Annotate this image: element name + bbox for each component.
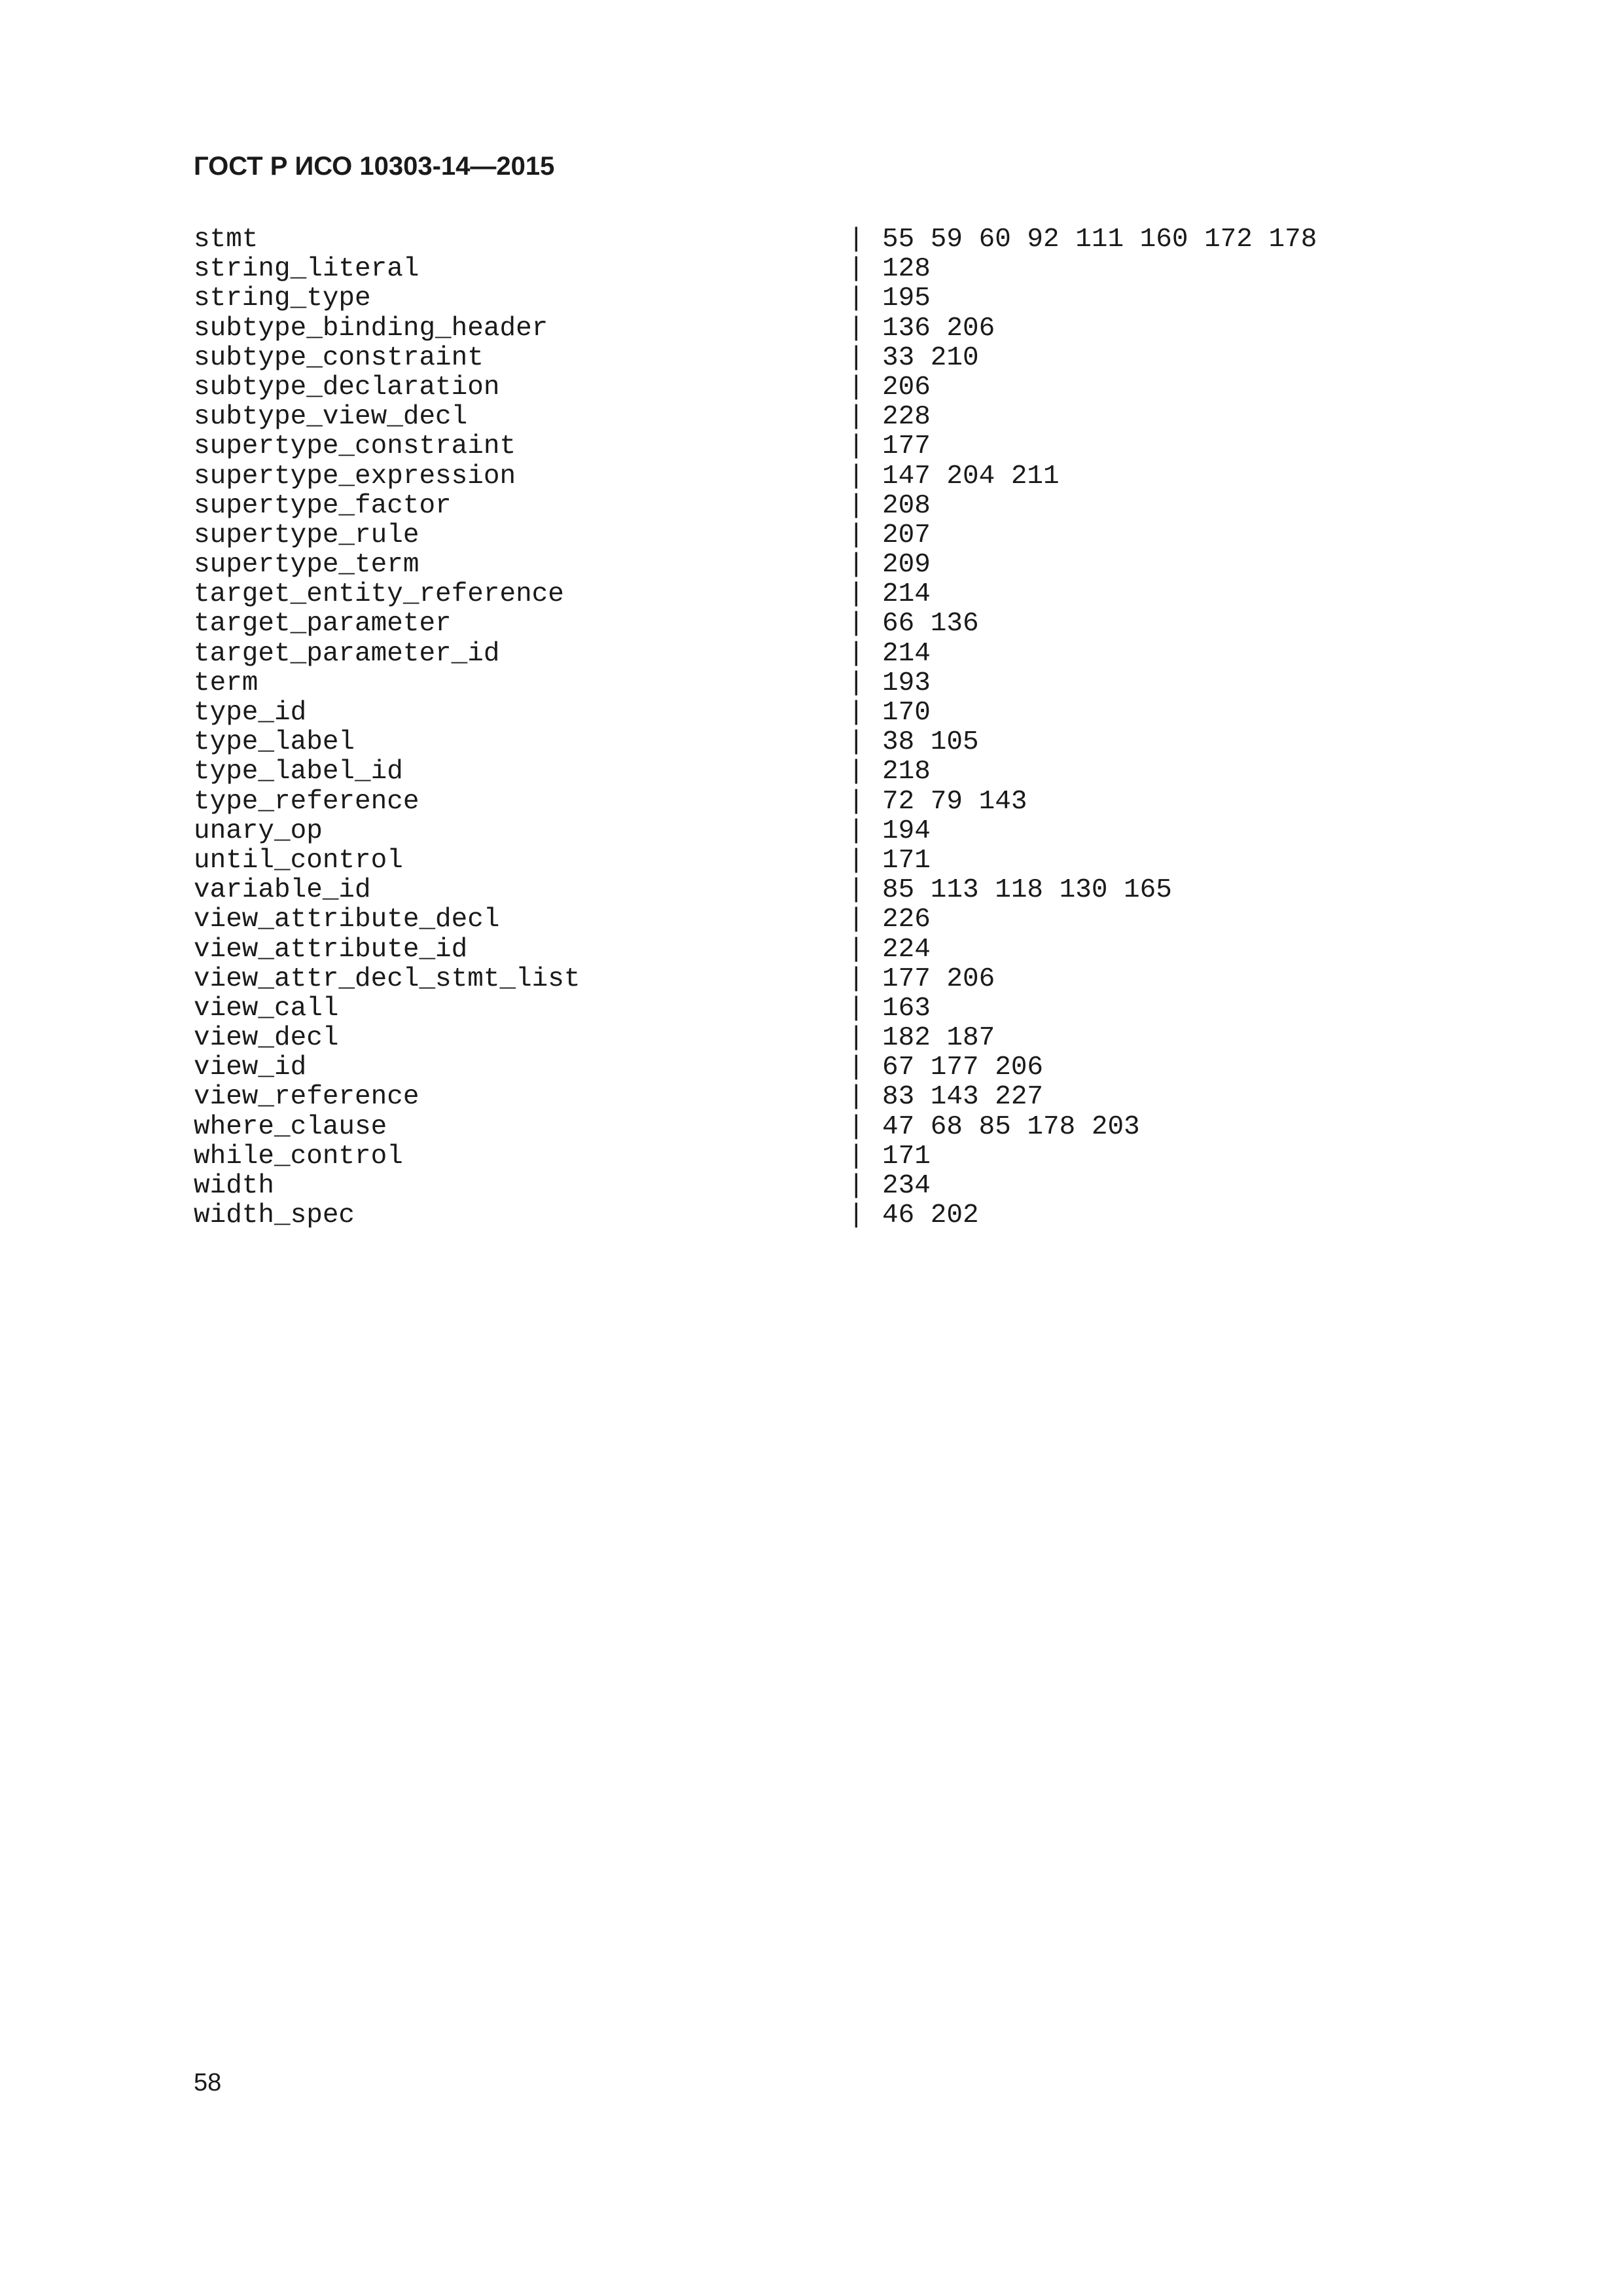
index-separator: |	[848, 1052, 865, 1083]
index-page-refs: 214	[882, 579, 931, 610]
index-entry	[194, 935, 1437, 965]
index-page-refs: 147 204 211	[882, 461, 1060, 492]
index-separator: |	[848, 1141, 865, 1172]
index-page-refs: 136 206	[882, 313, 995, 344]
index-page-refs: 171	[882, 1141, 931, 1172]
index-entry	[194, 728, 1437, 757]
index-term: target_entity_reference	[194, 579, 564, 610]
index-entry	[194, 1024, 1437, 1053]
index-entry	[194, 965, 1437, 994]
index-page-refs: 128	[882, 254, 931, 285]
index-separator: |	[848, 1171, 865, 1201]
index-entry	[194, 609, 1437, 639]
index-entry	[194, 432, 1437, 461]
index-separator: |	[848, 638, 865, 669]
index-entry	[194, 817, 1437, 846]
index-term: term	[194, 668, 259, 698]
index-separator: |	[848, 224, 865, 255]
index-term: supertype_expression	[194, 461, 516, 492]
index-entry	[194, 344, 1437, 373]
index-page-refs: 55 59 60 92 111 160 172 178	[882, 224, 1317, 255]
index-separator: |	[848, 550, 865, 581]
index-separator: |	[848, 342, 865, 373]
index-page-refs: 193	[882, 668, 931, 698]
index-entry	[194, 905, 1437, 935]
index-term: view_attribute_decl	[194, 905, 500, 935]
index-page-refs: 214	[882, 638, 931, 669]
index-term: subtype_constraint	[194, 342, 484, 373]
index-term: unary_op	[194, 816, 323, 846]
index-page-refs: 85 113 118 130 165	[882, 875, 1172, 906]
index-entry	[194, 1113, 1437, 1142]
index-entry	[194, 698, 1437, 728]
index-page-refs: 207	[882, 520, 931, 550]
index-page-refs: 234	[882, 1171, 931, 1201]
index-term: while_control	[194, 1141, 403, 1172]
index-term: supertype_constraint	[194, 431, 516, 462]
index-separator: |	[848, 402, 865, 433]
index-page-refs: 226	[882, 905, 931, 935]
index-page-refs: 47 68 85 178 203	[882, 1111, 1140, 1142]
index-separator: |	[848, 668, 865, 698]
index-term: type_label	[194, 727, 355, 758]
index-term: view_decl	[194, 1023, 339, 1054]
index-entry	[194, 994, 1437, 1024]
index-page-refs: 182 187	[882, 1023, 995, 1054]
index-separator: |	[848, 845, 865, 876]
index-term: type_label_id	[194, 757, 403, 787]
index-term: view_reference	[194, 1082, 419, 1113]
index-separator: |	[848, 520, 865, 550]
index-page-refs: 163	[882, 993, 931, 1024]
index-term: target_parameter_id	[194, 638, 500, 669]
index-term: subtype_binding_header	[194, 313, 548, 344]
index-separator: |	[848, 579, 865, 610]
index-separator: |	[848, 905, 865, 935]
index-page-refs: 171	[882, 845, 931, 876]
index-separator: |	[848, 461, 865, 492]
index-entry	[194, 1172, 1437, 1201]
index-term: view_attr_decl_stmt_list	[194, 963, 580, 994]
index-term: width	[194, 1171, 275, 1201]
index-separator: |	[848, 727, 865, 758]
index-separator: |	[848, 283, 865, 314]
index-separator: |	[848, 993, 865, 1024]
index-separator: |	[848, 1111, 865, 1142]
index-term: stmt	[194, 224, 259, 255]
index-term: supertype_factor	[194, 490, 452, 521]
index-term: until_control	[194, 845, 403, 876]
index-entry	[194, 314, 1437, 344]
index-entry	[194, 373, 1437, 403]
index-separator: |	[848, 1082, 865, 1113]
index-separator: |	[848, 786, 865, 817]
index-separator: |	[848, 490, 865, 521]
index-entry	[194, 403, 1437, 432]
index-entry	[194, 669, 1437, 698]
index-term: subtype_view_decl	[194, 402, 468, 433]
index-separator: |	[848, 1023, 865, 1054]
index-entry	[194, 492, 1437, 521]
index-entry	[194, 757, 1437, 787]
index-page-refs: 195	[882, 283, 931, 314]
index-term: supertype_term	[194, 550, 419, 581]
index-entry	[194, 580, 1437, 609]
index-page-refs: 72 79 143	[882, 786, 1027, 817]
index-page-refs: 33 210	[882, 342, 979, 373]
index-separator: |	[848, 609, 865, 639]
index-list	[194, 225, 1437, 1230]
index-term: subtype_declaration	[194, 372, 500, 403]
index-term: view_attribute_id	[194, 934, 468, 965]
index-entry	[194, 1083, 1437, 1112]
index-separator: |	[848, 816, 865, 846]
index-entry	[194, 1142, 1437, 1172]
index-entry	[194, 284, 1437, 314]
index-term: target_parameter	[194, 609, 452, 639]
index-entry	[194, 255, 1437, 284]
index-page-refs: 38 105	[882, 727, 979, 758]
index-separator: |	[848, 757, 865, 787]
index-term: string_literal	[194, 254, 419, 285]
index-term: supertype_rule	[194, 520, 419, 550]
index-entry	[194, 787, 1437, 817]
index-entry	[194, 639, 1437, 669]
index-separator: |	[848, 698, 865, 728]
index-term: view_id	[194, 1052, 307, 1083]
page-number: 58	[194, 2069, 222, 2096]
index-page-refs: 66 136	[882, 609, 979, 639]
index-page-refs: 46 202	[882, 1200, 979, 1231]
index-separator: |	[848, 313, 865, 344]
index-term: where_clause	[194, 1111, 387, 1142]
index-separator: |	[848, 431, 865, 462]
index-separator: |	[848, 934, 865, 965]
index-page-refs: 177 206	[882, 963, 995, 994]
index-separator: |	[848, 875, 865, 906]
index-entry	[194, 521, 1437, 550]
index-term: variable_id	[194, 875, 371, 906]
index-separator: |	[848, 963, 865, 994]
index-page-refs: 67 177 206	[882, 1052, 1044, 1083]
index-page-refs: 83 143 227	[882, 1082, 1044, 1113]
index-term: string_type	[194, 283, 371, 314]
index-page-refs: 170	[882, 698, 931, 728]
document-title: ГОСТ Р ИСО 10303-14—2015	[194, 152, 555, 181]
index-entry	[194, 876, 1437, 905]
index-entry	[194, 550, 1437, 580]
index-page-refs: 224	[882, 934, 931, 965]
index-separator: |	[848, 1200, 865, 1231]
index-separator: |	[848, 372, 865, 403]
index-term: width_spec	[194, 1200, 355, 1231]
index-page-refs: 209	[882, 550, 931, 581]
index-page-refs: 206	[882, 372, 931, 403]
index-page-refs: 194	[882, 816, 931, 846]
index-entry	[194, 225, 1437, 255]
index-term: type_id	[194, 698, 307, 728]
index-entry	[194, 1201, 1437, 1230]
index-entry	[194, 1053, 1437, 1083]
index-page-refs: 228	[882, 402, 931, 433]
index-entry	[194, 846, 1437, 876]
document-header	[194, 148, 554, 185]
index-page-refs: 177	[882, 431, 931, 462]
index-page-refs: 208	[882, 490, 931, 521]
index-page-refs: 218	[882, 757, 931, 787]
index-term: type_reference	[194, 786, 419, 817]
index-term: view_call	[194, 993, 339, 1024]
index-separator: |	[848, 254, 865, 285]
index-entry	[194, 462, 1437, 492]
